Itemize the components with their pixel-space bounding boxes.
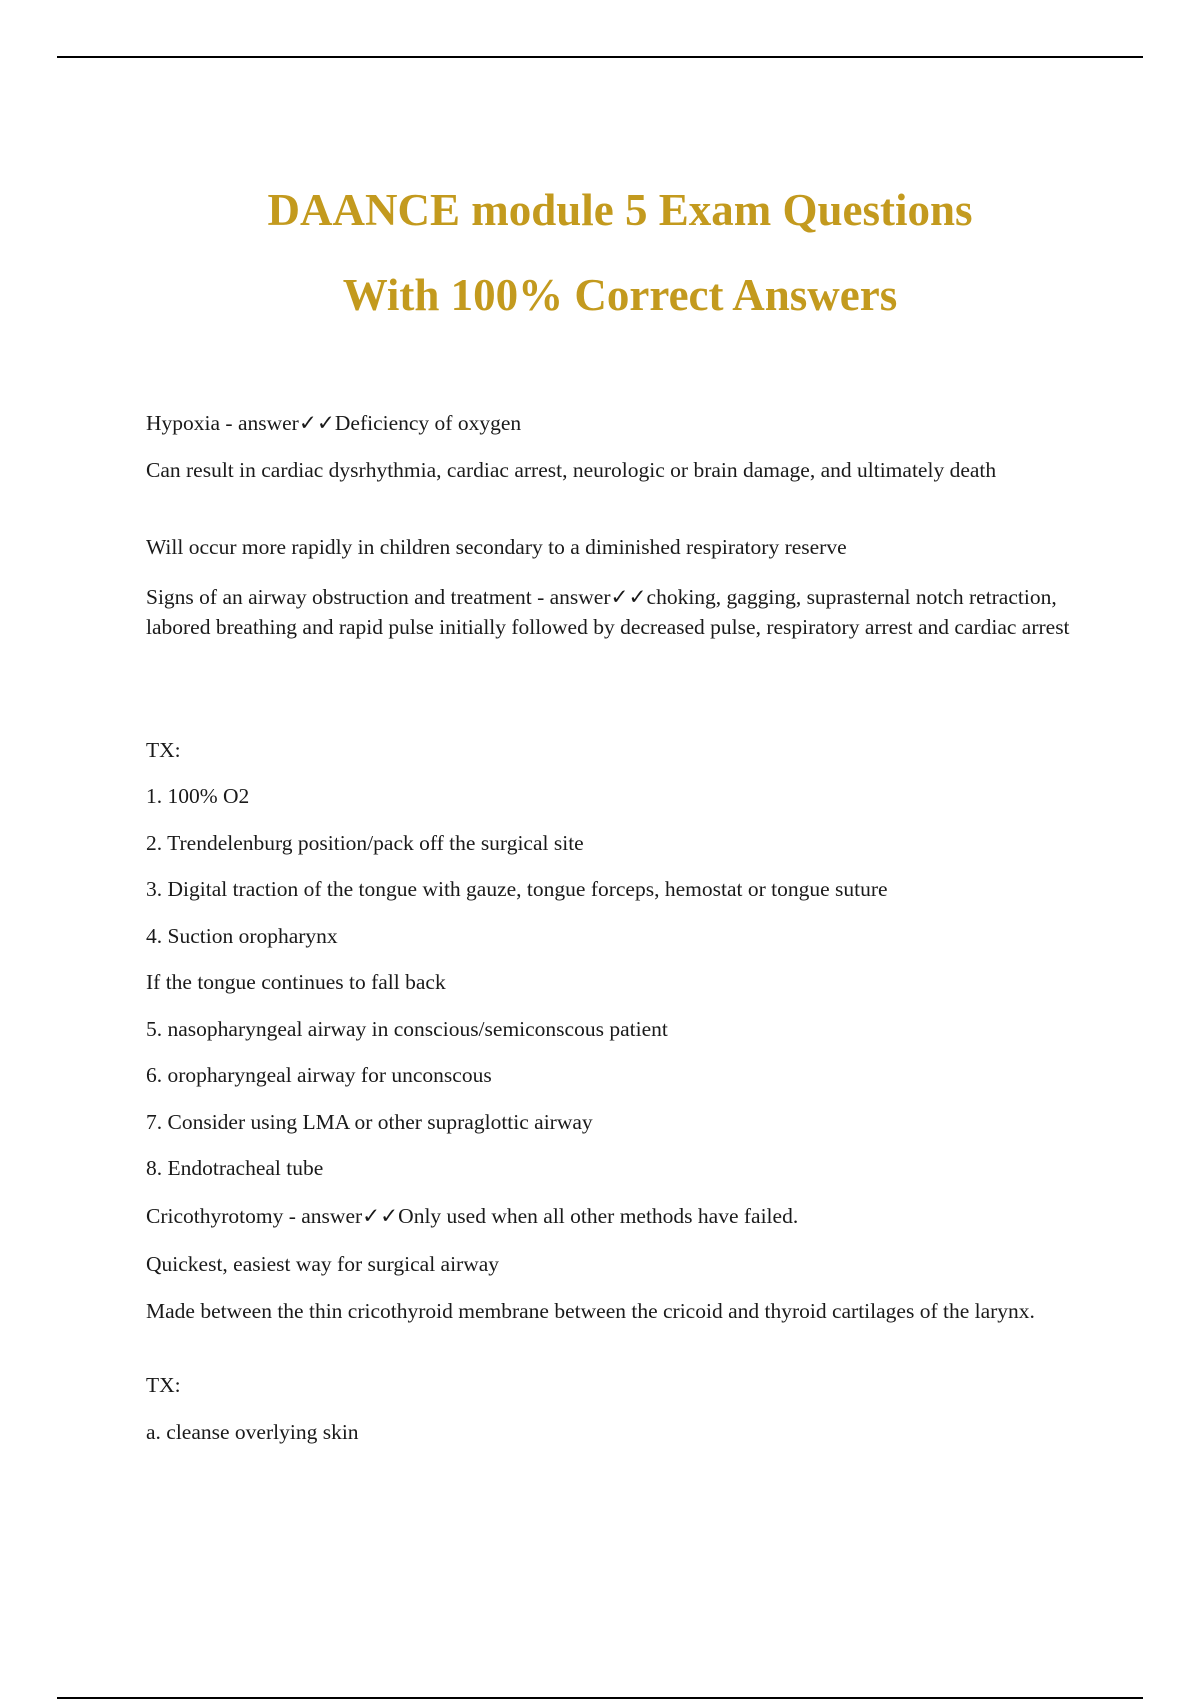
paragraph-cricothyrotomy: Cricothyrotomy - answer✓✓Only used when all other methods have failed. bbox=[146, 1204, 799, 1228]
paragraph-tx-heading-2: TX: bbox=[146, 1373, 181, 1397]
title-line-1: DAANCE module 5 Exam Questions bbox=[267, 185, 973, 235]
document-title bbox=[0, 168, 1200, 338]
paragraph-cricothyroid-membrane: Made between the thin cricothyroid membrane between the cricoid and thyroid cartilages of the larynx. bbox=[146, 1299, 1035, 1323]
paragraph-hypoxia-results: Can result in cardiac dysrhythmia, cardiac arrest, neurologic or brain damage, and ultimately death bbox=[146, 458, 997, 482]
list-item-a: a. cleanse overlying skin bbox=[146, 1420, 359, 1444]
top-rule bbox=[57, 56, 1143, 58]
bottom-rule bbox=[57, 1697, 1143, 1699]
list-item-1: 1. 100% O2 bbox=[146, 784, 250, 808]
list-item-3: 3. Digital traction of the tongue with gauze, tongue forceps, hemostat or tongue suture bbox=[146, 877, 888, 901]
list-item-6: 6. oropharyngeal airway for unconscous bbox=[146, 1063, 492, 1087]
list-item-8: 8. Endotracheal tube bbox=[146, 1156, 324, 1180]
list-item-5: 5. nasopharyngeal airway in conscious/semiconscous patient bbox=[146, 1017, 668, 1041]
paragraph-tx-heading: TX: bbox=[146, 738, 181, 762]
paragraph-hypoxia: Hypoxia - answer✓✓Deficiency of oxygen bbox=[146, 411, 522, 435]
paragraph-quickest-way: Quickest, easiest way for surgical airway bbox=[146, 1252, 500, 1276]
list-item-4: 4. Suction oropharynx bbox=[146, 924, 338, 948]
paragraph-airway-obstruction: Signs of an airway obstruction and treatment - answer✓✓choking, gagging, suprasternal notch retraction, labored breathing and rapid pulse initially followed by decreased pulse, respiratory arrest and cardiac arrest bbox=[146, 585, 1070, 639]
paragraph-tongue-falls-back: If the tongue continues to fall back bbox=[146, 970, 446, 994]
list-item-2: 2. Trendelenburg position/pack off the surgical site bbox=[146, 831, 584, 855]
title-line-2: With 100% Correct Answers bbox=[342, 270, 898, 320]
paragraph-children: Will occur more rapidly in children secondary to a diminished respiratory reserve bbox=[146, 535, 847, 559]
list-item-7: 7. Consider using LMA or other supraglottic airway bbox=[146, 1110, 593, 1134]
